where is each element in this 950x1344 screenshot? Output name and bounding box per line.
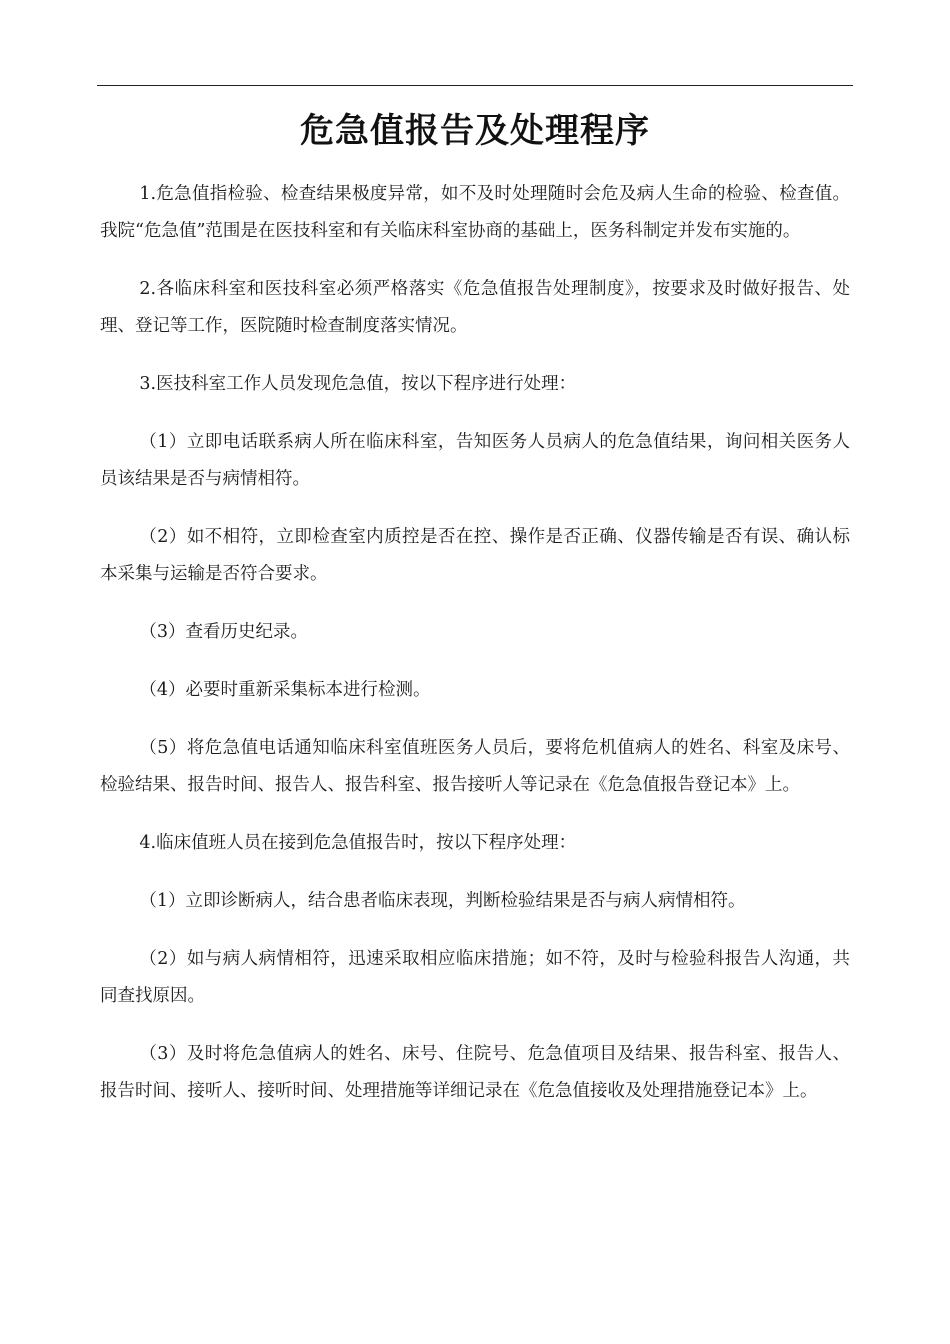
paragraph-3-step-3: （3）查看历史纪录。 <box>139 622 309 642</box>
paragraph-3: 3.医技科室工作人员发现危急值，按以下程序进行处理： <box>139 374 577 394</box>
paragraph-4-step-3: （3）及时将危急值病人的姓名、床号、住院号、危急值项目及结果、报告科室、报告人、报告时间、接听人、接听时间、处理措施等详细记录在《危急值接收及处理措施登记本》上。 <box>100 1044 850 1101</box>
paragraph-4-step-2: （2）如与病人病情相符，迅速采取相应临床措施；如不符，及时与检验科报告人沟通，共同查找原因。 <box>100 949 850 1006</box>
paragraph-4-step-1: （1）立即诊断病人，结合患者临床表现，判断检验结果是否与病人病情相符。 <box>139 891 746 911</box>
document-title: 危急值报告及处理程序 <box>300 111 650 151</box>
header-rule <box>97 85 853 86</box>
paragraph-3-step-4: （4）必要时重新采集标本进行检测。 <box>139 680 431 700</box>
paragraph-2: 2.各临床科室和医技科室必须严格落实《危急值报告处理制度》，按要求及时做好报告、处理、登记等工作，医院随时检查制度落实情况。 <box>100 279 850 336</box>
paragraph-4: 4.临床值班人员在接到危急值报告时，按以下程序处理： <box>139 833 577 853</box>
paragraph-3-step-2: （2）如不相符，立即检查室内质控是否在控、操作是否正确、仪器传输是否有误、确认标本采集与运输是否符合要求。 <box>100 527 850 584</box>
document-body <box>100 176 850 1131</box>
paragraph-3-step-5: （5）将危急值电话通知临床科室值班医务人员后，要将危机值病人的姓名、科室及床号、检验结果、报告时间、报告人、报告科室、报告接听人等记录在《危急值报告登记本》上。 <box>100 738 850 795</box>
paragraph-1: 1.危急值指检验、检查结果极度异常，如不及时处理随时会危及病人生命的检验、检查值。我院“危急值”范围是在医技科室和有关临床科室协商的基础上，医务科制定并发布实施的。 <box>100 184 850 241</box>
paragraph-3-step-1: （1）立即电话联系病人所在临床科室，告知医务人员病人的危急值结果，询问相关医务人员该结果是否与病情相符。 <box>100 432 850 489</box>
